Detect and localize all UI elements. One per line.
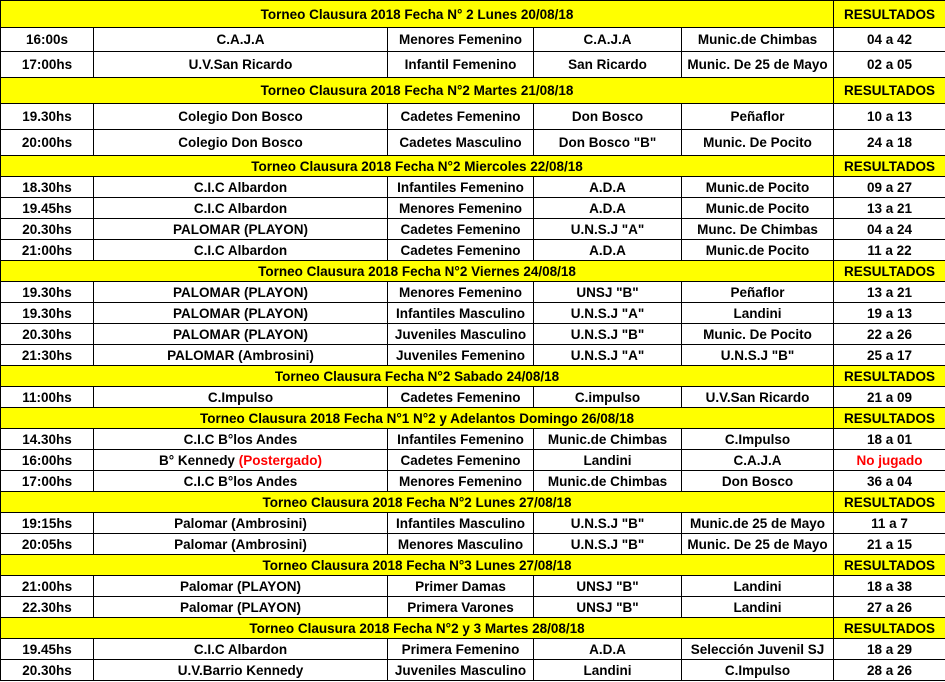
match-result: 18 a 01 xyxy=(834,429,945,450)
match-time: 11:00hs xyxy=(1,387,94,408)
match-row xyxy=(1,104,945,130)
results-label: RESULTADOS xyxy=(834,492,945,513)
match-result: 13 a 21 xyxy=(834,198,945,219)
section-title: Torneo Clausura 2018 Fecha N°2 y 3 Martes 28/08/18 xyxy=(1,618,834,639)
section-title: Torneo Clausura 2018 Fecha N° 2 Lunes 20/08/18 xyxy=(1,1,834,28)
match-away-team: Munic. De Pocito xyxy=(682,324,834,345)
match-row xyxy=(1,130,945,156)
match-away-team: C.Impulso xyxy=(682,660,834,681)
match-home-team: Don Bosco xyxy=(534,104,682,130)
match-result: 18 a 38 xyxy=(834,576,945,597)
match-venue xyxy=(94,28,388,52)
results-label: RESULTADOS xyxy=(834,408,945,429)
match-category: Cadetes Femenino xyxy=(388,219,534,240)
venue-name: C.I.C Albardon xyxy=(193,242,288,258)
section-title: Torneo Clausura Fecha N°2 Sabado 24/08/18 xyxy=(1,366,834,387)
match-time: 14.30hs xyxy=(1,429,94,450)
section-header xyxy=(1,492,945,513)
match-category: Infantiles Femenino xyxy=(388,177,534,198)
match-row xyxy=(1,534,945,555)
venue-name: PALOMAR (Ambrosini) xyxy=(167,347,314,363)
match-result: 09 a 27 xyxy=(834,177,945,198)
match-result: 04 a 24 xyxy=(834,219,945,240)
match-result: 36 a 04 xyxy=(834,471,945,492)
match-venue xyxy=(94,534,388,555)
match-home-team: U.N.S.J "A" xyxy=(534,303,682,324)
match-time: 21:00hs xyxy=(1,240,94,261)
match-result: 21 a 09 xyxy=(834,387,945,408)
match-home-team: U.N.S.J "A" xyxy=(534,219,682,240)
match-row xyxy=(1,513,945,534)
match-row xyxy=(1,576,945,597)
match-away-team: Don Bosco xyxy=(682,471,834,492)
match-category: Primera Varones xyxy=(388,597,534,618)
match-time: 17:00hs xyxy=(1,471,94,492)
match-time: 18.30hs xyxy=(1,177,94,198)
venue-name: Palomar (Ambrosini) xyxy=(174,536,307,552)
venue-status-note: (Postergado) xyxy=(238,452,322,468)
match-row xyxy=(1,198,945,219)
match-row xyxy=(1,450,945,471)
match-home-team: Landini xyxy=(534,450,682,471)
venue-name: Palomar (Ambrosini) xyxy=(174,515,307,531)
match-venue xyxy=(94,52,388,78)
match-result: 02 a 05 xyxy=(834,52,945,78)
match-time: 16:00s xyxy=(1,28,94,52)
match-away-team: Selección Juvenil SJ xyxy=(682,639,834,660)
match-time: 19.45hs xyxy=(1,639,94,660)
match-home-team: U.N.S.J "A" xyxy=(534,345,682,366)
results-label: RESULTADOS xyxy=(834,1,945,28)
match-venue xyxy=(94,177,388,198)
match-category: Menores Femenino xyxy=(388,198,534,219)
match-home-team: Munic.de Chimbas xyxy=(534,471,682,492)
venue-name: C.I.C B°los Andes xyxy=(183,473,298,489)
match-result: 19 a 13 xyxy=(834,303,945,324)
match-result: 04 a 42 xyxy=(834,28,945,52)
venue-name: PALOMAR (PLAYON) xyxy=(173,221,308,237)
section-title: Torneo Clausura 2018 Fecha N°3 Lunes 27/08/18 xyxy=(1,555,834,576)
match-row xyxy=(1,429,945,450)
match-home-team: A.D.A xyxy=(534,639,682,660)
match-row xyxy=(1,52,945,78)
match-time: 19.45hs xyxy=(1,198,94,219)
venue-name: Palomar (PLAYON) xyxy=(179,578,302,594)
section-title: Torneo Clausura 2018 Fecha N°2 Viernes 24/08/18 xyxy=(1,261,834,282)
venue-name: PALOMAR (PLAYON) xyxy=(173,305,308,321)
venue-name: C.Impulso xyxy=(207,389,274,405)
match-category: Cadetes Femenino xyxy=(388,104,534,130)
match-category: Infantil Femenino xyxy=(388,52,534,78)
section-title: Torneo Clausura 2018 Fecha N°2 Lunes 27/08/18 xyxy=(1,492,834,513)
section-header xyxy=(1,1,945,28)
match-category: Cadetes Femenino xyxy=(388,387,534,408)
match-home-team: Don Bosco "B" xyxy=(534,130,682,156)
match-row xyxy=(1,345,945,366)
venue-name: C.I.C Albardon xyxy=(193,179,288,195)
venue-name: PALOMAR (PLAYON) xyxy=(173,284,308,300)
section-title: Torneo Clausura 2018 Fecha N°2 Miercoles 22/08/18 xyxy=(1,156,834,177)
match-venue xyxy=(94,639,388,660)
match-time: 20.30hs xyxy=(1,660,94,681)
match-result: 13 a 21 xyxy=(834,282,945,303)
section-header xyxy=(1,408,945,429)
match-result: No jugado xyxy=(834,450,945,471)
match-time: 17:00hs xyxy=(1,52,94,78)
match-away-team: Munc. De Chimbas xyxy=(682,219,834,240)
venue-name: U.V.Barrio Kennedy xyxy=(177,662,304,678)
match-home-team: Landini xyxy=(534,660,682,681)
match-away-team: Munic.de Pocito xyxy=(682,198,834,219)
match-category: Juveniles Masculino xyxy=(388,660,534,681)
match-home-team: A.D.A xyxy=(534,198,682,219)
match-category: Cadetes Masculino xyxy=(388,130,534,156)
match-result: 24 a 18 xyxy=(834,130,945,156)
match-row xyxy=(1,324,945,345)
match-time: 20:00hs xyxy=(1,130,94,156)
match-category: Menores Femenino xyxy=(388,471,534,492)
match-away-team: U.V.San Ricardo xyxy=(682,387,834,408)
match-time: 20.30hs xyxy=(1,219,94,240)
match-time: 20.30hs xyxy=(1,324,94,345)
match-away-team: Landini xyxy=(682,576,834,597)
venue-name: C.I.C Albardon xyxy=(193,200,288,216)
match-home-team: Munic.de Chimbas xyxy=(534,429,682,450)
match-time: 22.30hs xyxy=(1,597,94,618)
match-category: Menores Femenino xyxy=(388,282,534,303)
match-row xyxy=(1,219,945,240)
results-label: RESULTADOS xyxy=(834,366,945,387)
match-row xyxy=(1,177,945,198)
section-title: Torneo Clausura 2018 Fecha N°1 N°2 y Adelantos Domingo 26/08/18 xyxy=(1,408,834,429)
venue-name: Palomar (PLAYON) xyxy=(179,599,302,615)
match-home-team: UNSJ "B" xyxy=(534,597,682,618)
match-away-team: Munic.de Pocito xyxy=(682,240,834,261)
match-away-team: Landini xyxy=(682,303,834,324)
venue-name: Colegio Don Bosco xyxy=(178,135,303,150)
match-home-team: San Ricardo xyxy=(534,52,682,78)
match-away-team: Munic. De Pocito xyxy=(682,130,834,156)
match-venue xyxy=(94,130,388,156)
match-row xyxy=(1,471,945,492)
match-venue xyxy=(94,576,388,597)
section-header xyxy=(1,618,945,639)
section-header xyxy=(1,156,945,177)
venue-name: Colegio Don Bosco xyxy=(178,109,303,124)
section-title: Torneo Clausura 2018 Fecha N°2 Martes 21/08/18 xyxy=(1,78,834,104)
match-home-team: U.N.S.J "B" xyxy=(534,534,682,555)
match-away-team: Peñaflor xyxy=(682,104,834,130)
match-time: 20:05hs xyxy=(1,534,94,555)
match-venue xyxy=(94,104,388,130)
match-home-team: UNSJ "B" xyxy=(534,282,682,303)
match-result: 10 a 13 xyxy=(834,104,945,130)
match-result: 11 a 22 xyxy=(834,240,945,261)
venue-name: PALOMAR (PLAYON) xyxy=(173,326,308,342)
match-venue xyxy=(94,198,388,219)
match-away-team: Munic. De 25 de Mayo xyxy=(682,52,834,78)
match-venue xyxy=(94,513,388,534)
match-category: Juveniles Masculino xyxy=(388,324,534,345)
match-result: 22 a 26 xyxy=(834,324,945,345)
match-away-team: C.A.J.A xyxy=(682,450,834,471)
results-label: RESULTADOS xyxy=(834,156,945,177)
match-away-team: Landini xyxy=(682,597,834,618)
match-venue xyxy=(94,387,388,408)
match-home-team: C.A.J.A xyxy=(534,28,682,52)
match-time: 16:00hs xyxy=(1,450,94,471)
match-venue xyxy=(94,660,388,681)
match-category: Primer Damas xyxy=(388,576,534,597)
match-venue xyxy=(94,450,388,471)
match-result: 21 a 15 xyxy=(834,534,945,555)
match-result: 28 a 26 xyxy=(834,660,945,681)
match-venue xyxy=(94,282,388,303)
match-row xyxy=(1,28,945,52)
schedule-body xyxy=(1,1,945,681)
match-away-team: U.N.S.J "B" xyxy=(682,345,834,366)
match-category: Primera Femenino xyxy=(388,639,534,660)
match-away-team: Munic.de 25 de Mayo xyxy=(682,513,834,534)
match-venue xyxy=(94,303,388,324)
match-row xyxy=(1,639,945,660)
match-category: Infantiles Femenino xyxy=(388,429,534,450)
venue-name: C.I.C Albardon xyxy=(193,641,288,657)
venue-name: C.A.J.A xyxy=(216,32,265,47)
match-result: 18 a 29 xyxy=(834,639,945,660)
match-row xyxy=(1,282,945,303)
match-home-team: UNSJ "B" xyxy=(534,576,682,597)
match-category: Cadetes Femenino xyxy=(388,240,534,261)
match-away-team: C.Impulso xyxy=(682,429,834,450)
match-category: Infantiles Masculino xyxy=(388,513,534,534)
match-away-team: Munic. De 25 de Mayo xyxy=(682,534,834,555)
match-result: 11 a 7 xyxy=(834,513,945,534)
results-label: RESULTADOS xyxy=(834,555,945,576)
match-venue xyxy=(94,597,388,618)
match-venue xyxy=(94,471,388,492)
match-away-team: Munic.de Pocito xyxy=(682,177,834,198)
match-venue xyxy=(94,345,388,366)
match-row xyxy=(1,597,945,618)
match-venue xyxy=(94,324,388,345)
venue-name: B° Kennedy xyxy=(159,452,239,468)
results-label: RESULTADOS xyxy=(834,618,945,639)
section-header xyxy=(1,261,945,282)
match-away-team: Peñaflor xyxy=(682,282,834,303)
match-category: Cadetes Femenino xyxy=(388,450,534,471)
venue-name: U.V.San Ricardo xyxy=(188,57,293,72)
match-time: 21:30hs xyxy=(1,345,94,366)
match-result: 25 a 17 xyxy=(834,345,945,366)
match-category: Juveniles Femenino xyxy=(388,345,534,366)
match-time: 21:00hs xyxy=(1,576,94,597)
section-header xyxy=(1,555,945,576)
match-venue xyxy=(94,429,388,450)
section-header xyxy=(1,366,945,387)
match-venue xyxy=(94,219,388,240)
match-home-team: U.N.S.J "B" xyxy=(534,324,682,345)
venue-name: C.I.C B°los Andes xyxy=(183,431,298,447)
match-category: Menores Masculino xyxy=(388,534,534,555)
match-category: Menores Femenino xyxy=(388,28,534,52)
match-home-team: C.impulso xyxy=(534,387,682,408)
match-row xyxy=(1,303,945,324)
results-label: RESULTADOS xyxy=(834,78,945,104)
match-time: 19.30hs xyxy=(1,303,94,324)
match-result: 27 a 26 xyxy=(834,597,945,618)
match-venue xyxy=(94,240,388,261)
match-time: 19.30hs xyxy=(1,282,94,303)
match-row xyxy=(1,387,945,408)
section-header xyxy=(1,78,945,104)
match-home-team: U.N.S.J "B" xyxy=(534,513,682,534)
match-time: 19:15hs xyxy=(1,513,94,534)
match-row xyxy=(1,240,945,261)
results-label: RESULTADOS xyxy=(834,261,945,282)
match-category: Infantiles Masculino xyxy=(388,303,534,324)
match-away-team: Munic.de Chimbas xyxy=(682,28,834,52)
match-time: 19.30hs xyxy=(1,104,94,130)
match-home-team: A.D.A xyxy=(534,177,682,198)
match-row xyxy=(1,660,945,681)
match-home-team: A.D.A xyxy=(534,240,682,261)
